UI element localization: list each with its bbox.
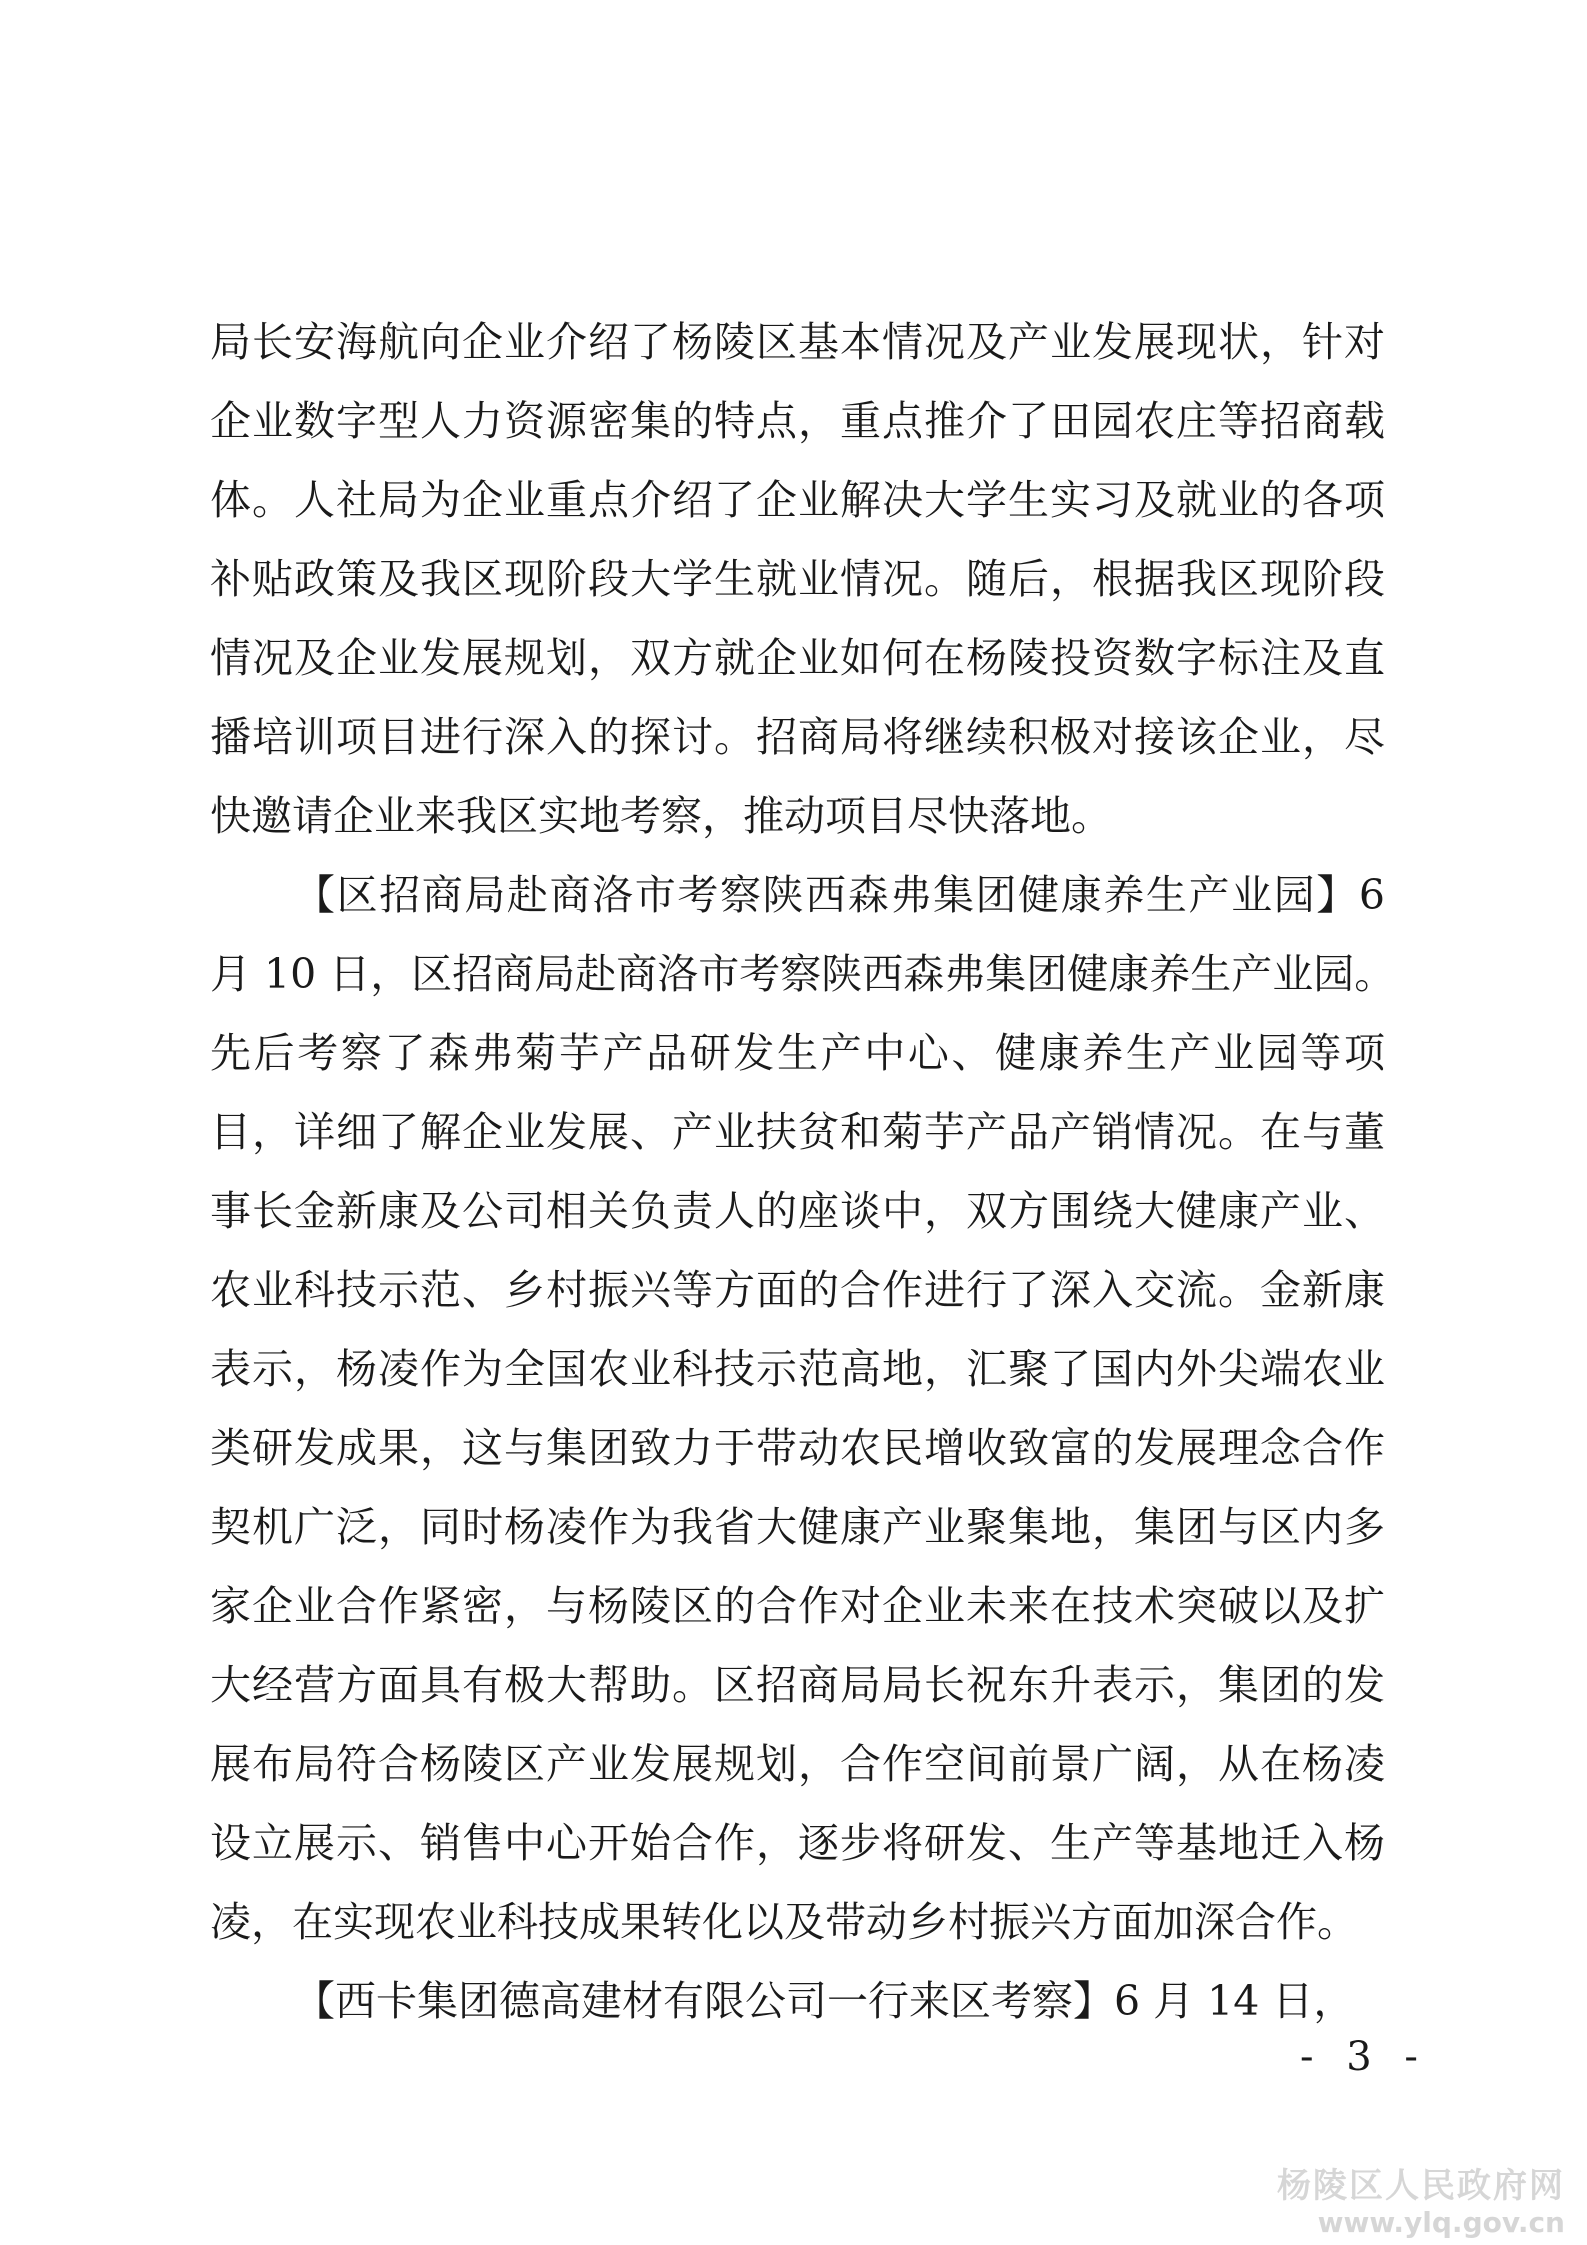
body-line-18: 大经营方面具有极大帮助。区招商局局长祝东升表示，集团的发 — [210, 1661, 1385, 1709]
body-line-6: 播培训项目进行深入的探讨。招商局将继续积极对接该企业，尽 — [210, 713, 1385, 761]
body-line-15: 类研发成果，这与集团致力于带动农民增收致富的发展理念合作 — [210, 1424, 1385, 1472]
body-line-20: 设立展示、销售中心开始合作，逐步将研发、生产等基地迁入杨 — [210, 1819, 1385, 1867]
body-line-9: 月 10 日，区招商局赴商洛市考察陕西森弗集团健康养生产业园。 — [210, 950, 1396, 998]
watermark-url: www.ylq.gov.cn — [1317, 2206, 1565, 2239]
body-line-12: 事长金新康及公司相关负责人的座谈中，双方围绕大健康产业、 — [210, 1187, 1385, 1235]
body-line-10: 先后考察了森弗菊芋产品研发生产中心、健康养生产业园等项 — [210, 1029, 1385, 1077]
body-line-21: 凌，在实现农业科技成果转化以及带动乡村振兴方面加深合作。 — [210, 1898, 1358, 1946]
body-line-5: 情况及企业发展规划，双方就企业如何在杨陵投资数字标注及直 — [210, 634, 1385, 682]
body-line-16: 契机广泛，同时杨凌作为我省大健康产业聚集地，集团与区内多 — [210, 1503, 1385, 1551]
watermark-title: 杨陵区人民政府网 — [1277, 2166, 1565, 2206]
body-line-17: 家企业合作紧密，与杨陵区的合作对企业未来在技术突破以及扩 — [210, 1582, 1385, 1630]
body-line-4: 补贴政策及我区现阶段大学生就业情况。随后，根据我区现阶段 — [210, 555, 1385, 603]
site-watermark — [1277, 2165, 1565, 2239]
body-line-11: 目，详细了解企业发展、产业扶贫和菊芋产品产销情况。在与董 — [210, 1108, 1385, 1156]
body-line-14: 表示，杨凌作为全国农业科技示范高地，汇聚了国内外尖端农业 — [210, 1345, 1385, 1393]
body-line-13: 农业科技示范、乡村振兴等方面的合作进行了深入交流。金新康 — [210, 1266, 1385, 1314]
section-heading-senfu: 【区招商局赴商洛市考察陕西森弗集团健康养生产业园】6 — [294, 871, 1385, 919]
body-line-3: 体。人社局为企业重点介绍了企业解决大学生实习及就业的各项 — [210, 476, 1385, 524]
body-line-2: 企业数字型人力资源密集的特点，重点推介了田园农庄等招商载 — [210, 397, 1385, 445]
page-number: - 3 - — [1300, 2034, 1428, 2080]
body-line-7: 快邀请企业来我区实地考察，推动项目尽快落地。 — [210, 792, 1112, 840]
section-heading-xika: 【西卡集团德高建材有限公司一行来区考察】6 月 14 日， — [294, 1977, 1355, 2025]
body-line-19: 展布局符合杨陵区产业发展规划，合作空间前景广阔，从在杨凌 — [210, 1740, 1385, 1788]
body-line-1: 局长安海航向企业介绍了杨陵区基本情况及产业发展现状，针对 — [210, 318, 1385, 366]
